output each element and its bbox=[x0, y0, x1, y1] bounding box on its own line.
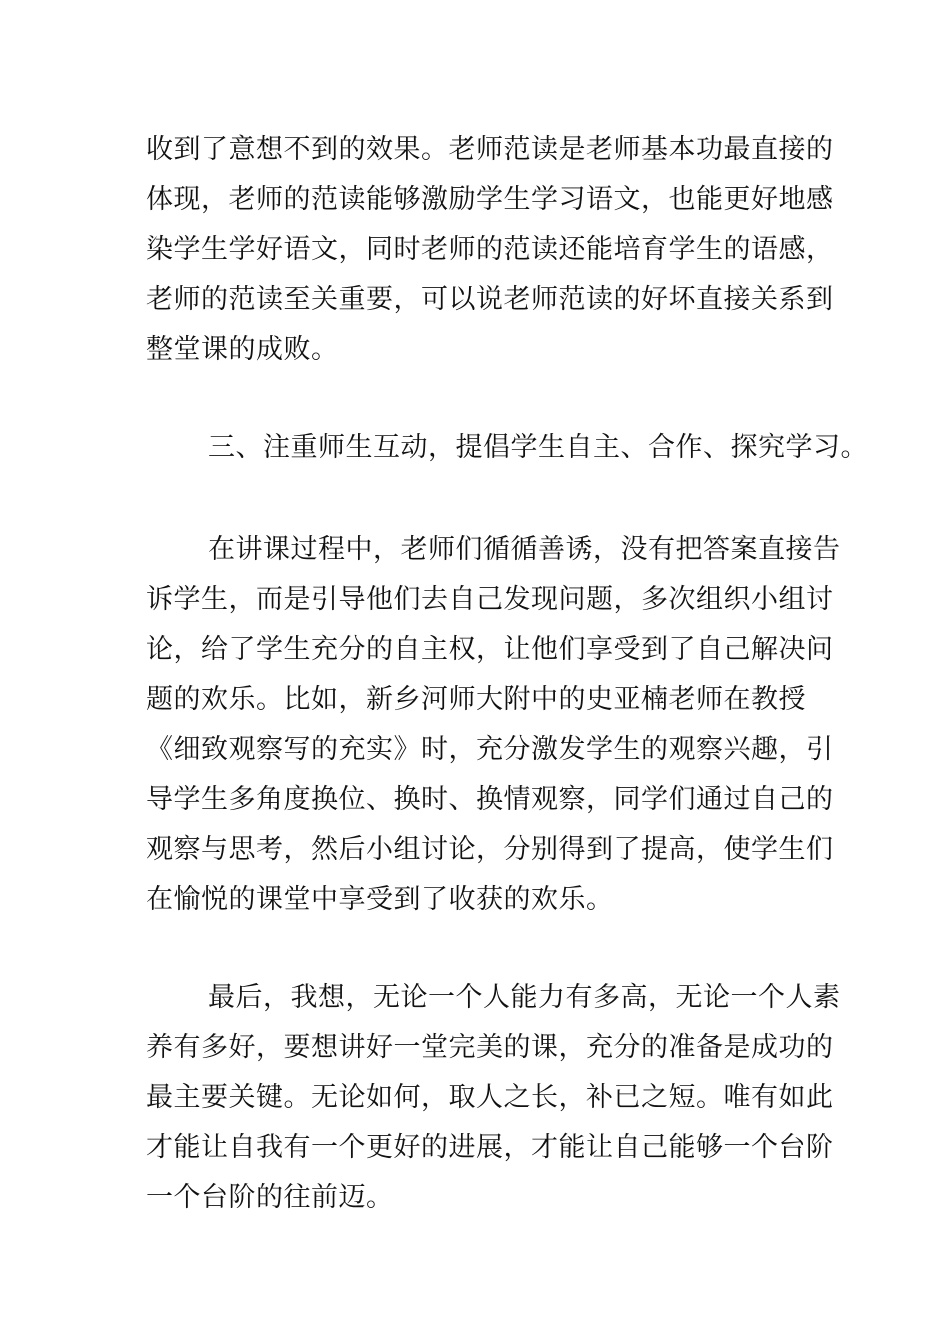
section-heading: 三、注重师生互动，提倡学生自主、合作、探究学习。 bbox=[208, 432, 868, 463]
paragraph-line: 收到了意想不到的效果。老师范读是老师基本功最直接的 bbox=[146, 134, 834, 165]
paragraph-line: 染学生学好语文，同时老师的范读还能培育学生的语感， bbox=[146, 234, 834, 265]
paragraph-line: 整堂课的成败。 bbox=[146, 334, 339, 365]
paragraph-line: 论，给了学生充分的自主权，让他们享受到了自己解决问 bbox=[146, 634, 834, 665]
paragraph-line: 《细致观察写的充实》时，充分激发学生的观察兴趣，引 bbox=[146, 734, 834, 765]
paragraph-line: 养有多好，要想讲好一堂完美的课，充分的准备是成功的 bbox=[146, 1032, 834, 1063]
paragraph-line: 在愉悦的课堂中享受到了收获的欢乐。 bbox=[146, 884, 614, 915]
paragraph-line: 最后，我想，无论一个人能力有多高，无论一个人素 bbox=[208, 982, 841, 1013]
paragraph-line: 才能让自我有一个更好的进展，才能让自己能够一个台阶 bbox=[146, 1132, 834, 1163]
paragraph-line: 诉学生，而是引导他们去自己发现问题，多次组织小组讨 bbox=[146, 584, 834, 615]
paragraph-line: 最主要关键。无论如何，取人之长，补已之短。唯有如此 bbox=[146, 1082, 834, 1113]
paragraph-line: 一个台阶的往前迈。 bbox=[146, 1182, 394, 1213]
paragraph-line: 老师的范读至关重要，可以说老师范读的好坏直接关系到 bbox=[146, 284, 834, 315]
paragraph-line: 在讲课过程中，老师们循循善诱，没有把答案直接告 bbox=[208, 534, 841, 565]
paragraph-line: 观察与思考，然后小组讨论，分别得到了提高，使学生们 bbox=[146, 834, 834, 865]
paragraph-line: 体现，老师的范读能够激励学生学习语文，也能更好地感 bbox=[146, 184, 834, 215]
paragraph-line: 题的欢乐。比如，新乡河师大附中的史亚楠老师在教授 bbox=[146, 684, 806, 715]
paragraph-line: 导学生多角度换位、换时、换情观察，同学们通过自己的 bbox=[146, 784, 834, 815]
